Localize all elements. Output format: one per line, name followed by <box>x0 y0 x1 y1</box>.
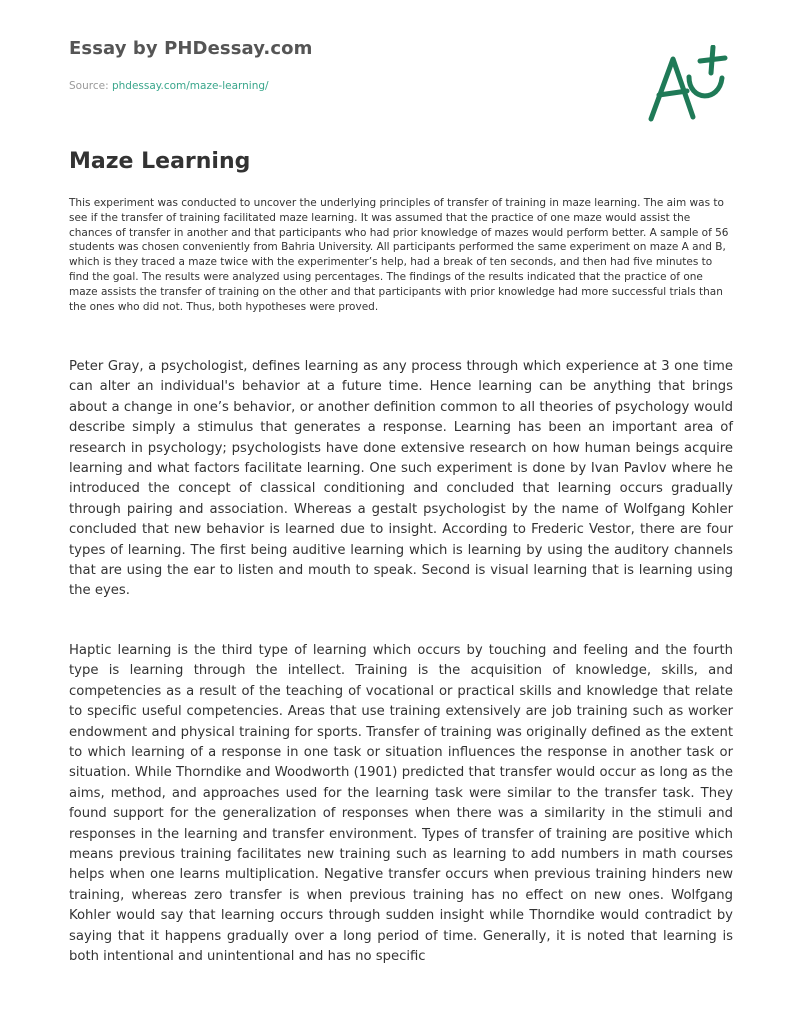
body-paragraph: Haptic learning is the third type of learning which occurs by touching and feeling and the fourth type is learning through the intellect. Training is the acquisition of knowledge, skills, and competencies as a result of the teaching of vocational or practical skills and knowledge that relate to specific useful competencies. Areas that use training extensively are job training such as worker endowment and physical training for sports. Transfer of training was originally defined as the extent to which learning of a response in one task or situation influences the response in another task or situation. While Thorndike and Woodworth (1901) predicted that transfer would occur as long as the aims, method, and approaches used for the learning task were similar to the transfer task. They found support for the generalization of responses when there was a similarity in the stimuli and responses in the learning and transfer environment. Types of transfer of training are positive which means previous training facilitates new training such as learning to add numbers in math courses helps when one learns multiplication. Negative transfer occurs when previous training hinders new training, whereas zero transfer is when previous training has no effect on new ones. Wolfgang Kohler would say that learning occurs through sudden insight while Thorndike would contradict by saying that it happens gradually over a long period of time. Generally, it is noted that learning is both intentional and unintentional and has no specific <box>69 643 733 965</box>
source-line <box>69 80 269 92</box>
essay-abstract: This experiment was conducted to uncover the underlying principles of transfer of training in maze learning. The aim was to see if the transfer of training facilitated maze learning. It was assumed that the practice of one maze would assist the chances of transfer in another and that participants who had prior knowledge of mazes would perform better. A sample of 56 students was chosen conveniently from Bahria University. All participants performed the same experiment on maze A and B, which is they traced a maze twice with the experimenter’s help, had a break of ten seconds, and then had five minutes to find the goal. The results were analyzed using percentages. The findings of the results indicated that the practice of one maze assists the transfer of training on the other and that participants with prior knowledge had more successful trials than the ones who did not. Thus, both hypotheses were proved. <box>69 197 729 313</box>
source-label: Source: <box>69 80 112 92</box>
essay-title: Maze Learning <box>69 149 251 174</box>
a-plus-logo-icon <box>645 45 730 125</box>
source-link[interactable]: phdessay.com/maze-learning/ <box>111 80 269 92</box>
site-title: Essay by PHDessay.com <box>69 38 313 59</box>
body-paragraph: Peter Gray, a psychologist, defines learning as any process through which experience at 3 one time can alter an individual's behavior at a future time. Hence learning can be anything that brings about a change in one’s behavior, or another definition common to all theories of psychology would describe simply a stimulus that generates a response. Learning has been an important area of research in psychology; psychologists have done extensive research on how human beings acquire learning and what factors facilitate learning. One such experiment is done by Ivan Pavlov where he introduced the concept of classical conditioning and concluded that learning occurs gradually through pairing and association. Whereas a gestalt psychologist by the name of Wolfgang Kohler concluded that new behavior is learned due to insight. According to Frederic Vestor, there are four types of learning. The first being auditive learning which is learning by using the auditory channels that are using the ear to listen and mouth to speak. Second is visual learning that is learning using the eyes. <box>69 359 733 599</box>
